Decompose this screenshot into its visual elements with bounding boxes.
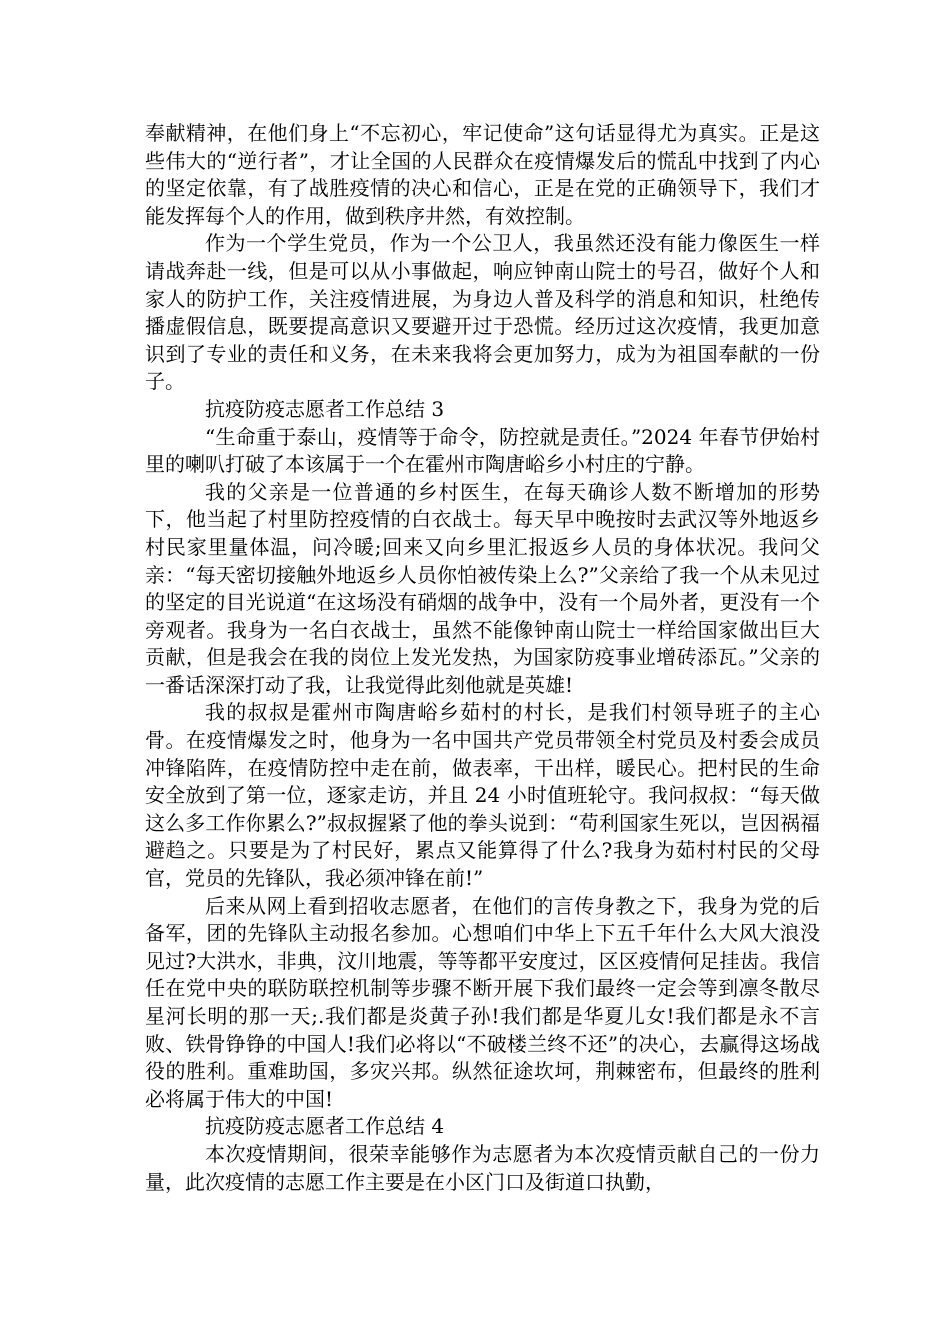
section-heading-4: 抗疫防疫志愿者工作总结 4 <box>205 1114 445 1139</box>
document-page <box>145 120 820 1196</box>
paragraph-volunteer-duty: 本次疫情期间，很荣幸能够作为志愿者为本次疫情贡献自己的一份力量，此次疫情的志愿工作主要是在小区门口及街道口执勤， <box>145 1141 820 1194</box>
paragraph-father-doctor: 我的父亲是一位普通的乡村医生，在每天确诊人数不断增加的形势下，他当起了村里防控疫情的白衣战士。每天早中晚按时去武汉等外地返乡村民家里量体温，问冷暖;回来又向乡里汇报返乡人员的身体状况。我问父亲：“每天密切接触外地返乡人员你怕被传染上么?”父亲给了我一个从未见过的坚定的目光说道“在这场没有硝烟的战争中，没有一个局外者，更没有一个旁观者。我身为一名白衣战士，虽然不能像钟南山院士一样给国家做出巨大贡献，但是我会在我的岗位上发光发热，为国家防疫事业增砖添瓦。”父亲的一番话深深打动了我，让我觉得此刻他就是英雄! <box>145 479 820 697</box>
paragraph-volunteer-signup: 后来从网上看到招收志愿者，在他们的言传身教之下，我身为党的后备军，团的先锋队主动报名参加。心想咱们中华上下五千年什么大风大浪没见过?大洪水，非典，汶川地震，等等都平安度过，区区疫情何足挂齿。我信任在党中央的联防联控机制等步骤不断开展下我们最终一定会等到凛冬散尽 星河长明的那一天;.我们都是炎黄子孙!我们都是华夏儿女!我们都是永不言败、铁骨铮铮的中国人!我们必将以“不破楼兰终不还”的决心，去赢得这场战役的胜利。重难助国，多灾兴邦。纵然征途坎坷，荆棘密布，但最终的胜利必将属于伟大的中国! <box>145 893 820 1111</box>
paragraph-village-broadcast: “生命重于泰山，疫情等于命令，防控就是责任。”2024 年春节伊始村里的喇叭打破了本该属于一个在霍州市陶唐峪乡小村庄的宁静。 <box>145 424 820 477</box>
section-heading-3: 抗疫防疫志愿者工作总结 3 <box>205 396 445 421</box>
paragraph-uncle-village-head: 我的叔叔是霍州市陶唐峪乡茹村的村长，是我们村领导班子的主心骨。在疫情爆发之时，他身为一名中国共产党员带领全村党员及村委会成员冲锋陷阵，在疫情防控中走在前，做表率，干出样，暖民心。把村民的生命安全放到了第一位，逐家走访，并且 24 小时值班轮守。我问叔叔：“每天做这么多工作你累么?”叔叔握紧了他的拳头说到：“苟利国家生死以，岂因祸福避趋之。只要是为了村民好，累点又能算得了什么?我身为茹村村民的父母官，党员的先锋队，我必须冲锋在前!” <box>145 700 820 891</box>
paragraph-student-member: 作为一个学生党员，作为一个公卫人，我虽然还没有能力像医生一样请战奔赴一线，但是可以从小事做起，响应钟南山院士的号召，做好个人和家人的防护工作，关注疫情进展，为身边人普及科学的消息和知识，杜绝传播虚假信息，既要提高意识又要避开过于恐慌。经历过这次疫情，我更加意识到了专业的责任和义务，在未来我将会更加努力，成为为祖国奉献的一份子。 <box>145 231 820 394</box>
paragraph-continuation: 奉献精神，在他们身上“不忘初心，牢记使命”这句话显得尤为真实。正是这些伟大的“逆行者”，才让全国的人民群众在疫情爆发后的慌乱中找到了内心的坚定依靠，有了战胜疫情的决心和信心，正是在党的正确领导下，我们才能发挥每个人的作用，做到秩序井然，有效控制。 <box>145 121 820 228</box>
